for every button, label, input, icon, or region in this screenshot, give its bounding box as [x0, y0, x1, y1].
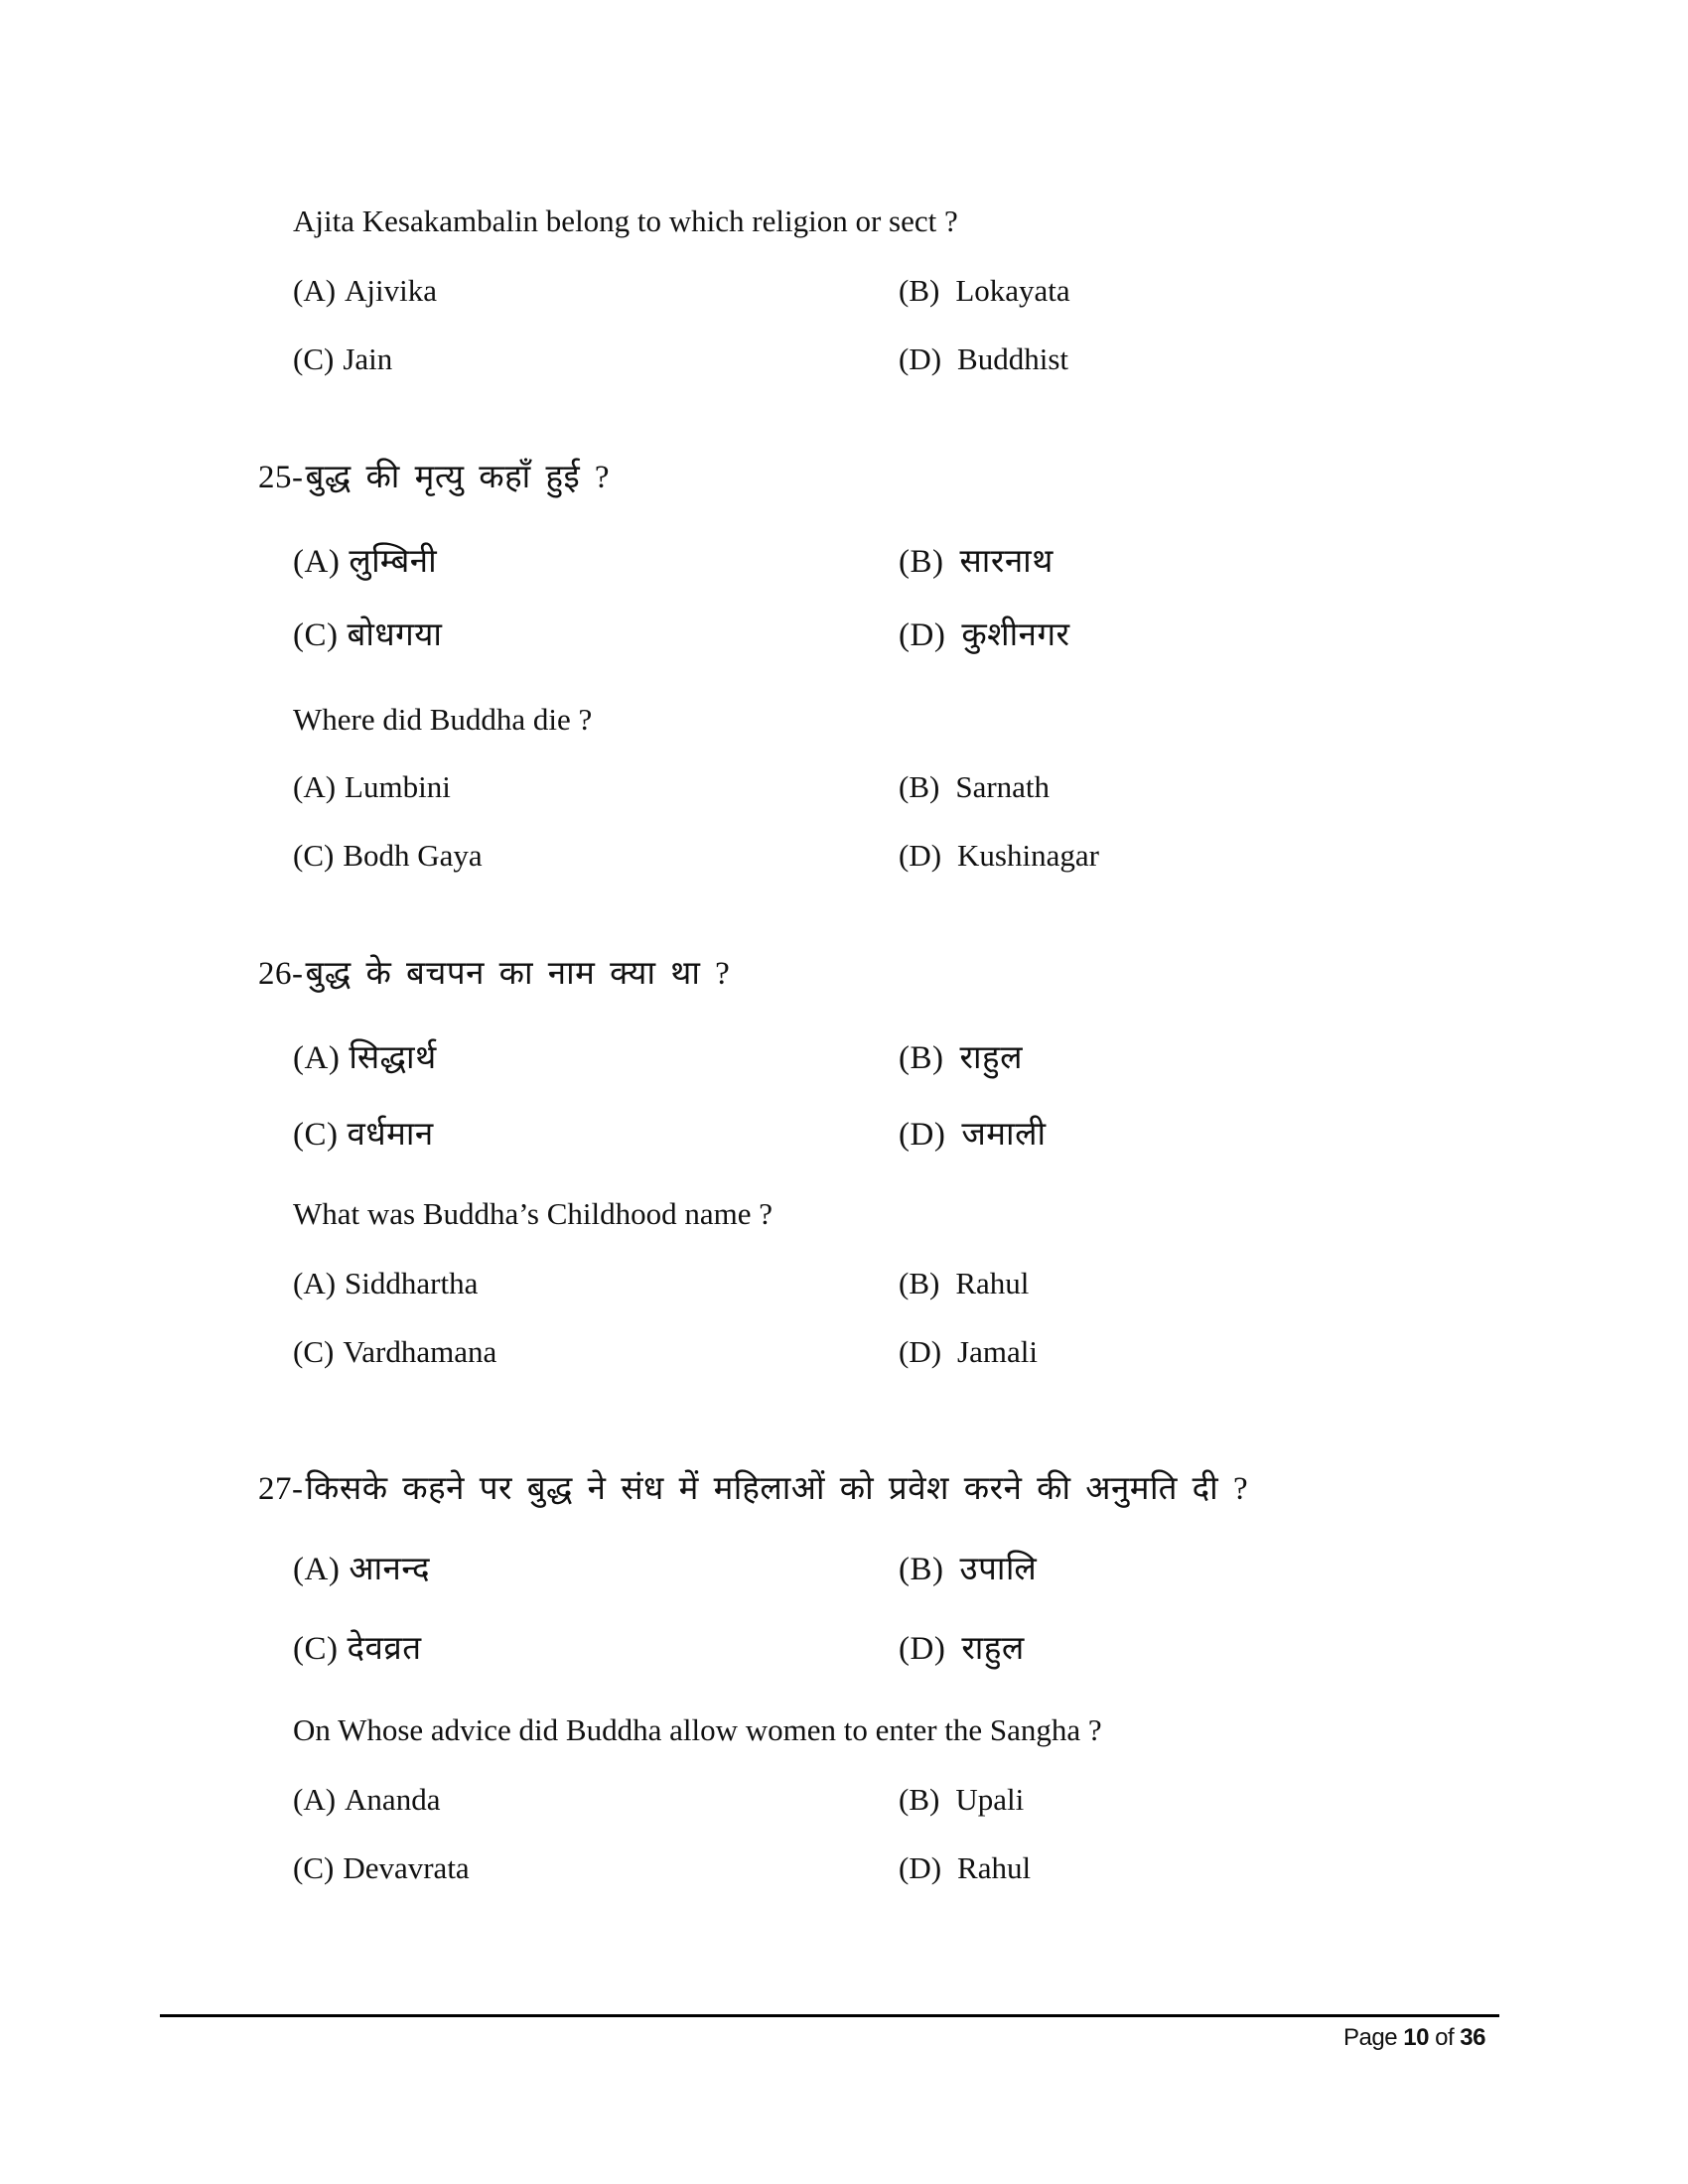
option-text: Siddhartha: [345, 1266, 479, 1300]
q26-en-option-b: [899, 1268, 1029, 1298]
q27-hi-option-a: [293, 1554, 430, 1586]
option-letter: (C): [293, 341, 335, 376]
q24-en-option-d: [899, 343, 1068, 374]
q27-en-option-a: [293, 1784, 440, 1815]
option-letter: (D): [899, 617, 946, 653]
option-text: Jamali: [957, 1334, 1038, 1369]
option-text: Upali: [955, 1782, 1025, 1817]
option-letter: (C): [293, 1631, 339, 1667]
question-number: 25-: [258, 460, 304, 495]
q25-hi-option-c: [293, 619, 442, 652]
question-26-hindi: [258, 958, 730, 991]
option-text: वर्धमान: [347, 1117, 434, 1153]
option-letter: (B): [899, 1782, 940, 1817]
page-indicator: [1343, 2026, 1485, 2050]
q24-en-option-b: [899, 275, 1070, 306]
q27-en-option-b: [899, 1784, 1024, 1815]
option-letter: (A): [293, 273, 337, 308]
option-text: Rahul: [957, 1850, 1032, 1885]
q24-en-option-c: [293, 343, 392, 374]
current-page-number: 10: [1403, 2024, 1429, 2051]
q26-hi-option-d: [899, 1119, 1047, 1152]
total-pages-number: 36: [1460, 2024, 1485, 2051]
option-letter: (C): [293, 838, 335, 873]
q25-en-option-a: [293, 771, 451, 802]
q27-hi-option-c: [293, 1633, 422, 1666]
q27-hi-option-b: [899, 1554, 1037, 1586]
option-letter: (A): [293, 1040, 341, 1076]
question-26-english-text: What was Buddha’s Childhood name ?: [293, 1196, 773, 1231]
question-25-hindi: [258, 462, 610, 494]
of-label: of: [1435, 2024, 1455, 2051]
q25-hi-option-d: [899, 619, 1070, 652]
q25-hi-option-b: [899, 546, 1054, 579]
q27-en-option-d: [899, 1852, 1031, 1883]
option-letter: (B): [899, 769, 940, 804]
option-letter: (D): [899, 1631, 946, 1667]
question-text: बुद्ध के बचपन का नाम क्या था ?: [305, 956, 731, 992]
option-text: Buddhist: [957, 341, 1069, 376]
option-letter: (D): [899, 1334, 942, 1369]
option-text: Rahul: [955, 1266, 1030, 1300]
option-text: Sarnath: [955, 769, 1051, 804]
option-text: Ajivika: [345, 273, 438, 308]
option-letter: (A): [293, 544, 341, 580]
option-text: Vardhamana: [343, 1334, 497, 1369]
option-letter: (D): [899, 341, 942, 376]
q25-hi-option-a: [293, 546, 437, 579]
option-text: Lokayata: [955, 273, 1070, 308]
q27-en-option-c: [293, 1852, 470, 1883]
option-letter: (D): [899, 1850, 942, 1885]
option-text: सिद्धार्थ: [349, 1040, 437, 1076]
question-number: 26-: [258, 956, 304, 992]
q25-en-option-d: [899, 840, 1099, 871]
q24-en-option-a: [293, 275, 437, 306]
option-text: कुशीनगर: [961, 617, 1070, 653]
option-text: बोधगया: [347, 617, 443, 653]
option-text: उपालि: [959, 1552, 1038, 1587]
question-text: बुद्ध की मृत्यु कहाँ हुई ?: [305, 460, 611, 495]
q26-en-option-c: [293, 1336, 496, 1367]
footer-divider: [160, 2014, 1499, 2017]
option-letter: (C): [293, 1117, 339, 1153]
option-letter: (A): [293, 1552, 341, 1587]
option-text: जमाली: [961, 1117, 1047, 1153]
option-letter: (C): [293, 1334, 335, 1369]
question-text: किसके कहने पर बुद्ध ने संध में महिलाओं को प्रवेश करने की अनुमति दी ?: [305, 1471, 1249, 1507]
option-text: Ananda: [345, 1782, 441, 1817]
option-letter: (B): [899, 1266, 940, 1300]
q26-hi-option-c: [293, 1119, 434, 1152]
option-letter: (B): [899, 1040, 944, 1076]
option-text: आनन्द: [349, 1552, 431, 1587]
option-text: देवव्रत: [347, 1631, 422, 1667]
q27-hi-option-d: [899, 1633, 1025, 1666]
option-text: Kushinagar: [957, 838, 1099, 873]
option-text: राहुल: [961, 1631, 1025, 1667]
option-text: Lumbini: [345, 769, 451, 804]
option-text: सारनाथ: [959, 544, 1054, 580]
option-letter: (B): [899, 1552, 944, 1587]
option-letter: (B): [899, 544, 944, 580]
question-27-english-text: On Whose advice did Buddha allow women to enter the Sangha ?: [293, 1712, 1102, 1747]
q26-en-option-d: [899, 1336, 1038, 1367]
option-text: लुम्बिनी: [349, 544, 438, 580]
option-letter: (B): [899, 273, 940, 308]
option-letter: (D): [899, 1117, 946, 1153]
option-letter: (A): [293, 1782, 337, 1817]
option-text: Jain: [343, 341, 393, 376]
option-text: राहुल: [959, 1040, 1023, 1076]
question-number: 27-: [258, 1471, 304, 1507]
question-25-english-text: Where did Buddha die ?: [293, 702, 593, 737]
q26-hi-option-b: [899, 1042, 1023, 1075]
option-letter: (C): [293, 1850, 335, 1885]
option-letter: (D): [899, 838, 942, 873]
option-text: Bodh Gaya: [343, 838, 483, 873]
page-label: Page: [1343, 2024, 1398, 2051]
option-letter: (A): [293, 769, 337, 804]
option-letter: (A): [293, 1266, 337, 1300]
q26-hi-option-a: [293, 1042, 437, 1075]
question-27-hindi: [258, 1473, 1248, 1506]
q26-en-option-a: [293, 1268, 478, 1298]
option-letter: (C): [293, 617, 339, 653]
question-24-english-text: Ajita Kesakambalin belong to which religion or sect ?: [293, 204, 958, 238]
q25-en-option-c: [293, 840, 483, 871]
q25-en-option-b: [899, 771, 1050, 802]
option-text: Devavrata: [343, 1850, 470, 1885]
